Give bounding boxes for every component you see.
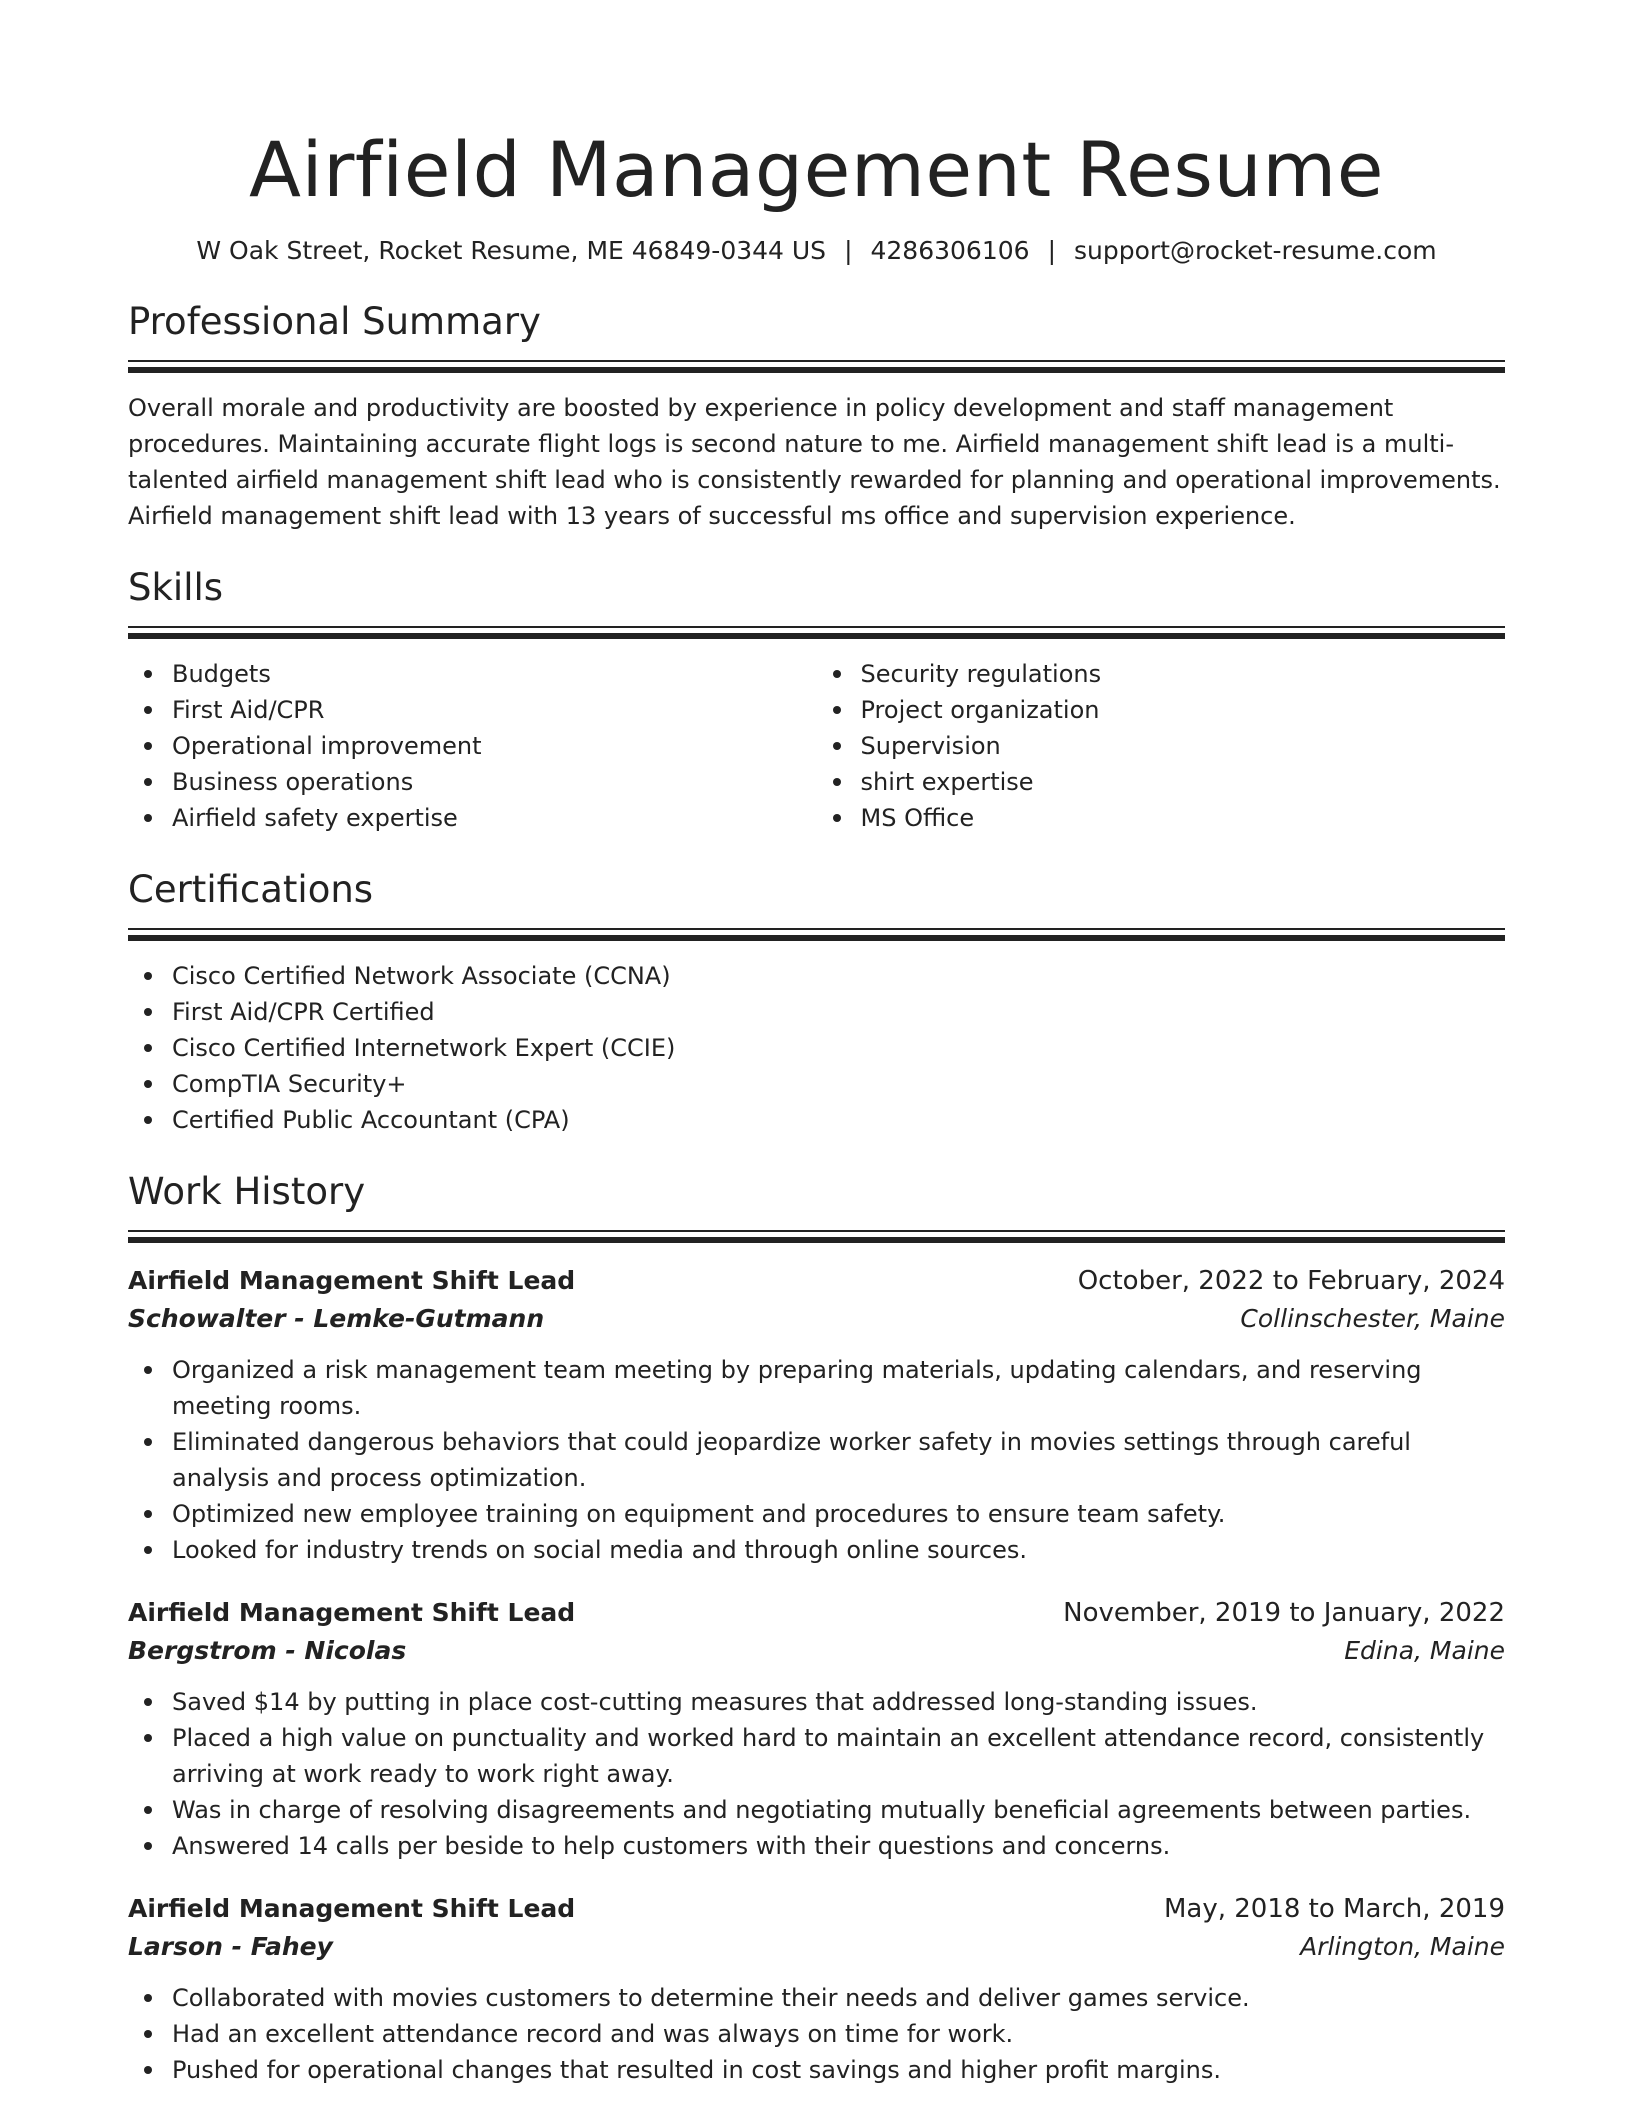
contact-email: support@rocket-resume.com	[1074, 236, 1437, 265]
skill-item: Business operations	[172, 764, 817, 800]
work-history-section	[128, 1168, 1505, 2088]
job-title: Airfield Management Shift Lead	[128, 1598, 576, 1627]
job-header-row	[128, 1890, 1505, 1928]
section-divider	[128, 626, 1505, 640]
job-dates: November, 2019 to January, 2022	[1063, 1598, 1505, 1628]
job-duty: Optimized new employee training on equipment and procedures to ensure team safety.	[172, 1496, 1505, 1532]
certification-item: Certified Public Accountant (CPA)	[172, 1102, 1505, 1138]
job-company-row	[128, 1300, 1505, 1338]
summary-section	[128, 298, 1505, 534]
job-duty: Collaborated with movies customers to determine their needs and deliver games service.	[172, 1980, 1505, 2016]
job-company: Schowalter - Lemke-Gutmann	[128, 1304, 545, 1333]
summary-heading: Professional Summary	[128, 300, 541, 343]
skill-item: First Aid/CPR	[172, 692, 817, 728]
skill-item: Budgets	[172, 656, 817, 692]
section-divider	[128, 360, 1505, 374]
work-history-heading: Work History	[128, 1170, 366, 1213]
skills-list-left	[128, 656, 817, 836]
certification-item: Cisco Certified Internetwork Expert (CCIE)	[172, 1030, 1505, 1066]
skills-list-right	[817, 656, 1506, 836]
contact-phone: 4286306106	[870, 236, 1030, 265]
job-company-row	[128, 1632, 1505, 1670]
job-entry	[128, 1890, 1505, 2088]
job-company: Bergstrom - Nicolas	[128, 1636, 407, 1665]
job-duty: Pushed for operational changes that resulted in cost savings and higher profit margins.	[172, 2052, 1505, 2088]
contact-separator: |	[1047, 236, 1056, 265]
skill-item: MS Office	[861, 800, 1506, 836]
skills-grid	[128, 656, 1505, 836]
job-company: Larson - Fahey	[128, 1932, 333, 1961]
skill-item: Security regulations	[861, 656, 1506, 692]
skill-item: shirt expertise	[861, 764, 1506, 800]
job-dates: May, 2018 to March, 2019	[1163, 1894, 1505, 1924]
resume-title: Airfield Management Resume	[248, 125, 1384, 214]
certification-item: CompTIA Security+	[172, 1066, 1505, 1102]
section-divider	[128, 928, 1505, 942]
section-divider	[128, 1230, 1505, 1244]
certification-item: Cisco Certified Network Associate (CCNA)	[172, 958, 1505, 994]
job-dates: October, 2022 to February, 2024	[1077, 1266, 1505, 1296]
contact-separator: |	[844, 236, 853, 265]
job-location: Arlington, Maine	[1300, 1932, 1505, 1961]
job-duty: Eliminated dangerous behaviors that could jeopardize worker safety in movies settings through careful analysis and process optimization.	[172, 1424, 1505, 1496]
skill-item: Project organization	[861, 692, 1506, 728]
contact-line	[128, 234, 1505, 268]
job-entry	[128, 1594, 1505, 1864]
resume-page	[128, 0, 1505, 2088]
certifications-section	[128, 866, 1505, 1138]
job-entry	[128, 1262, 1505, 1568]
job-duties-list	[128, 1684, 1505, 1864]
skill-item: Operational improvement	[172, 728, 817, 764]
skills-section	[128, 564, 1505, 836]
job-duty: Looked for industry trends on social media and through online sources.	[172, 1532, 1505, 1568]
job-duty: Organized a risk management team meeting by preparing materials, updating calendars, and reserving meeting rooms.	[172, 1352, 1505, 1424]
skill-item: Airfield safety expertise	[172, 800, 817, 836]
job-title: Airfield Management Shift Lead	[128, 1266, 576, 1295]
certification-item: First Aid/CPR Certified	[172, 994, 1505, 1030]
job-title: Airfield Management Shift Lead	[128, 1894, 576, 1923]
job-duties-list	[128, 1980, 1505, 2088]
certifications-heading: Certifications	[128, 868, 374, 911]
skill-item: Supervision	[861, 728, 1506, 764]
contact-address: W Oak Street, Rocket Resume, ME 46849-0344 US	[196, 236, 827, 265]
job-duty: Saved $14 by putting in place cost-cutting measures that addressed long-standing issues.	[172, 1684, 1505, 1720]
job-company-row	[128, 1928, 1505, 1966]
job-location: Edina, Maine	[1344, 1636, 1505, 1665]
skills-heading: Skills	[128, 566, 224, 609]
job-header-row	[128, 1594, 1505, 1632]
job-duty: Was in charge of resolving disagreements and negotiating mutually beneficial agreements between parties.	[172, 1792, 1505, 1828]
summary-text: Overall morale and productivity are boosted by experience in policy development and staff management procedures. Maintaining accurate flight logs is second nature to me. Airfield management shift lead is a multi-talented airfield management shift lead who is consistently rewarded for planning and operational improvements. Airfield management shift lead with 13 years of successful ms office and supervision experience.	[128, 394, 1501, 530]
job-duty: Had an excellent attendance record and was always on time for work.	[172, 2016, 1505, 2052]
job-duties-list	[128, 1352, 1505, 1568]
job-duty: Answered 14 calls per beside to help customers with their questions and concerns.	[172, 1828, 1505, 1864]
job-location: Collinschester, Maine	[1240, 1304, 1505, 1333]
certifications-list	[128, 958, 1505, 1138]
job-header-row	[128, 1262, 1505, 1300]
job-duty: Placed a high value on punctuality and worked hard to maintain an excellent attendance record, consistently arriving at work ready to work right away.	[172, 1720, 1505, 1792]
